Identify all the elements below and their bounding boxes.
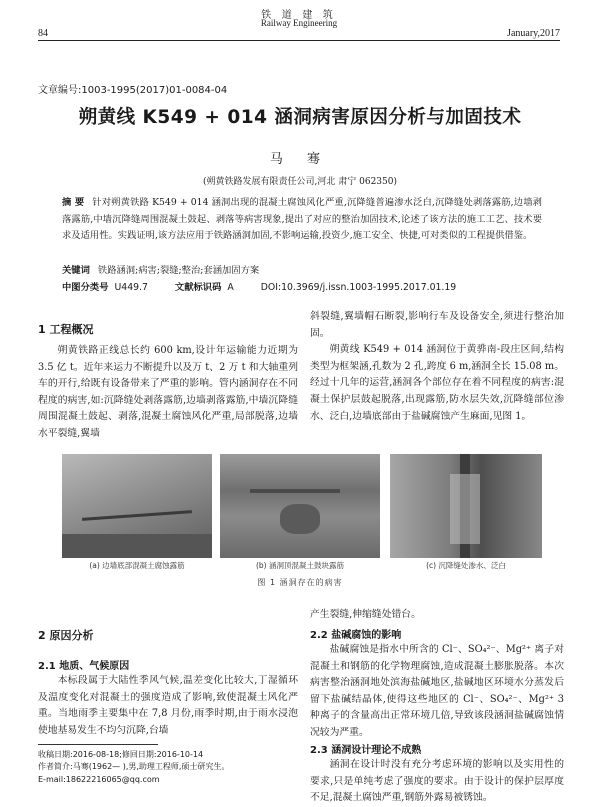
figure-1b-photo bbox=[220, 454, 380, 558]
section2-3-paragraph: 涵洞在设计时没有充分考虑环境的影响以及实用性的要求,只是单纯考虑了强度的要求。由于设计的保护层厚度不足,混凝土腐蚀严重,钢筋外露易被锈蚀。 bbox=[310, 759, 564, 804]
figure-1a-photo bbox=[62, 454, 212, 558]
doc-code-value: A bbox=[227, 282, 234, 293]
author-affiliation: (朔黄铁路发展有限责任公司,河北 肃宁 062350) bbox=[203, 177, 397, 187]
section2-3-text bbox=[310, 757, 564, 804]
paper-title: 朔黄线 K549 + 014 涵洞病害原因分析与加固技术 bbox=[78, 107, 522, 128]
section2-2-paragraph: 盐碱腐蚀是指水中所含的 Cl⁻、SO₄²⁻、Mg²⁺ 离子对混凝土和钢筋的化学物理腐蚀,造成混凝土膨胀脱落。本次病害整治涵洞地处滨海盐碱地区,盐碱地区环境水分蒸发后留下盐碱结晶体,使得这些地区的 Cl⁻、SO₄²⁻、Mg²⁺ 3 种离子的含量高出正常环境几倍,导致该段涵洞盐碱腐蚀情况较为严重。 bbox=[310, 644, 564, 738]
subsection-heading-2-2: 2.2 盐碱腐蚀的影响 bbox=[310, 630, 402, 641]
section2-1-paragraph: 本标段属于大陆性季风气候,温差变化比较大,丁湿循环及温度变化对混凝土的强度造成了影响,致使混凝土风化严重。当地雨季主要集中在 7,8 月份,雨季时期,由于雨水浸泡使地基易发生不均匀沉降,台墙 bbox=[38, 675, 298, 736]
figure-1 bbox=[62, 454, 542, 558]
figure-1c-photo bbox=[390, 454, 542, 558]
page-number: 84 bbox=[38, 28, 48, 39]
author-bio: 作者简介:马骞(1962— ),男,助理工程师,硕士研究生。 bbox=[38, 762, 230, 772]
doi: DOI:10.3969/j.issn.1003-1995.2017.01.19 bbox=[260, 282, 457, 293]
footnote bbox=[38, 749, 300, 786]
clc-label: 中图分类号 bbox=[62, 282, 109, 293]
figure-1-subcaptions bbox=[62, 560, 542, 572]
author-email: E-mail:18622216065@qq.com bbox=[38, 774, 160, 784]
journal-title-cn: 铁 道 建 筑 bbox=[261, 10, 337, 21]
article-number: 文章编号:1003-1995(2017)01-0084-04 bbox=[38, 85, 228, 96]
author-name: 马 骞 bbox=[269, 152, 331, 167]
running-header bbox=[38, 6, 560, 40]
section2-1-text bbox=[38, 673, 298, 739]
subsection-heading-2-3: 2.3 涵洞设计理论不成熟 bbox=[310, 745, 422, 756]
section2-2-text bbox=[310, 642, 564, 742]
section2-right-column bbox=[310, 607, 564, 624]
keywords bbox=[62, 262, 542, 276]
section-heading-2: 2 原因分析 bbox=[38, 629, 94, 642]
received-dates: 收稿日期:2016-08-18;修回日期:2016-10-14 bbox=[38, 750, 204, 759]
section-heading-1: 1 工程概况 bbox=[38, 323, 94, 336]
doc-code-label: 文献标识码 bbox=[174, 282, 222, 293]
issue-date: January,2017 bbox=[507, 28, 560, 39]
journal-title-en: Railway Engineering bbox=[260, 18, 338, 28]
header-rule bbox=[38, 40, 560, 41]
section1-left-column bbox=[38, 343, 298, 443]
section2-1-paragraph-continued: 产生裂缝,伸缩缝处错台。 bbox=[310, 609, 421, 620]
abstract bbox=[62, 195, 542, 245]
subsection-heading-2-1: 2.1 地质、气候原因 bbox=[38, 661, 130, 672]
section1-paragraph-1-continued: 斜裂缝,翼墙帽石断裂,影响行车及设备安全,须进行整治加固。 bbox=[310, 311, 564, 339]
clc-value: U449.7 bbox=[114, 282, 148, 293]
figure-1-caption: 图 1 涵洞存在的病害 bbox=[257, 578, 343, 587]
abstract-label: 摘 要 bbox=[62, 197, 85, 208]
figure-1c-caption: (c) 沉降缝处渗水、泛白 bbox=[426, 561, 506, 570]
footnote-rule bbox=[38, 744, 158, 745]
section1-right-column bbox=[310, 309, 564, 425]
section1-paragraph-2: 朔黄线 K549 + 014 涵洞位于黄骅南-段庄区间,结构类型为框架涵,孔数为 2 孔,跨度 6 m,涵洞全长 15.08 m。经过十几年的运营,涵洞各个部位存在着不同程度的病害:混凝土保护层鼓起脱落,出现露筋,防水层失效,沉降缝部位渗水、泛白,边墙底部由于盐碱腐蚀产生麻面,见图 1。 bbox=[310, 344, 564, 422]
figure-1b-caption: (b) 涵洞顶混凝土鼓块露筋 bbox=[256, 561, 344, 570]
section1-paragraph-1: 朔黄铁路正线总长约 600 km,设计年运输能力近期为 3.5 亿 t。近年来运力不断提升以及万 t、2 万 t 和大轴重列车的开行,给既有设备带来了严重的影响。管内涵洞存在不同程度的病害,如:沉降缝处剥落露筋,边墙剥落露筋,中墙沉降缝周围混凝土鼓起、剥落,混凝土腐蚀风化严重,局部脱落,边墙水平裂缝,翼墙 bbox=[38, 345, 298, 439]
abstract-text: 针对朔黄铁路 K549 + 014 涵洞出现的混凝土腐蚀风化严重,沉降缝普遍渗水泛白,沉降缝处剥落露筋,边墙剥落露筋,中墙沉降缝周围混凝土鼓起、剥落等病害现象,提出了对应的整治加固技术,论述了该方法的施工工艺、技术要求及适用性。实践证明,该方法应用于铁路涵洞加固,不影响运输,投资少,施工安全、快捷,可对类似的工程提供借鉴。 bbox=[62, 197, 542, 241]
keywords-text: 铁路涵洞;病害;裂缝;整治;套涵加固方案 bbox=[97, 265, 260, 276]
figure-1a-caption: (a) 边墙底部混凝土腐蚀露筋 bbox=[89, 561, 185, 570]
classification-line bbox=[62, 279, 560, 293]
keywords-label: 关键词 bbox=[62, 265, 90, 276]
